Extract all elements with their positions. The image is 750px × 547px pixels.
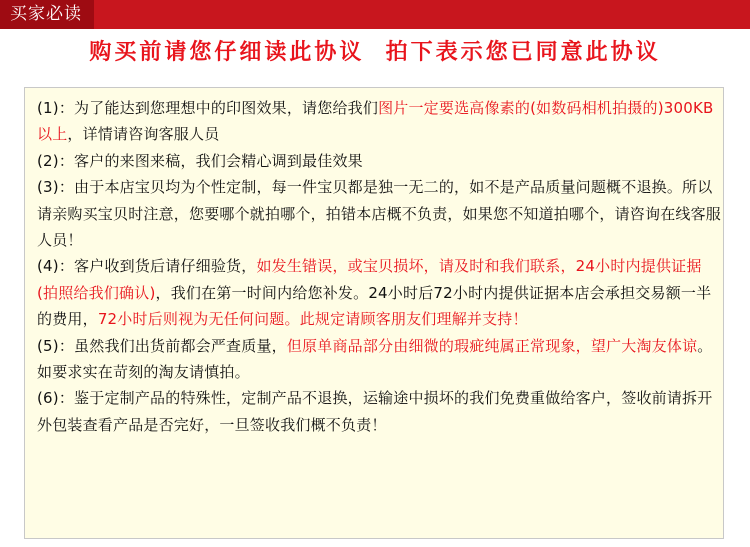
item-4-highlight-2: 72小时后则视为无任何问题。此规定请顾客朋友们理解并支持！ [97, 310, 528, 329]
buyer-must-read-tab: 买家必读 [0, 0, 94, 29]
notice-text [37, 95, 721, 438]
item-4: (4)：客户收到货后请仔细验货，如发生错误，或宝贝损坏，请及时和我们联系，24小时内提供证据(拍照给我们确认)，我们在第一时间内给您补发。24小时后72小时内提供证据本店会承担交易额一半的费用，72小时后则视为无任何问题。此规定请顾客朋友们理解并支持！ [37, 257, 712, 329]
item-4-highlight-1: 如发生错误，或宝贝损坏，请及时和我们联系，24小时内提供证据(拍照给我们确认) [37, 257, 702, 302]
agreement-headline: 购买前请您仔细读此协议 拍下表示您已同意此协议 [89, 40, 661, 65]
item-5-highlight: 但原单商品部分由细微的瑕疵纯属正常现象，望广大淘友体谅 [286, 336, 698, 355]
item-2: (2)：客户的来图来稿，我们会精心调到最佳效果 [37, 151, 363, 170]
header-bar [0, 0, 750, 29]
item-1: (1)：为了能达到您理想中的印图效果，请您给我们图片一定要选高像素的(如数码相机拍摄的)300KB以上，详情请咨询客服人员 [37, 99, 714, 144]
item-3: (3)：由于本店宝贝均为个性定制，每一件宝贝都是独一无二的，如不是产品质量问题概不退换。所以请亲购买宝贝时注意，您要哪个就拍哪个，拍错本店概不负责，如果您不知道拍哪个，请咨询在线客服人员！ [37, 178, 722, 250]
item-6: (6)：鉴于定制产品的特殊性，定制产品不退换，运输途中损坏的我们免费重做给客户，签收前请拆开外包装查看产品是否完好，一旦签收我们概不负责！ [37, 389, 713, 434]
item-5: (5)：虽然我们出货前都会严查质量，但原单商品部分由细微的瑕疵纯属正常现象，望广大淘友体谅。如要求实在苛刻的淘友请慎拍。 [37, 336, 713, 382]
item-1-highlight: 图片一定要选高像素的(如数码相机拍摄的)300KB以上 [37, 99, 714, 144]
